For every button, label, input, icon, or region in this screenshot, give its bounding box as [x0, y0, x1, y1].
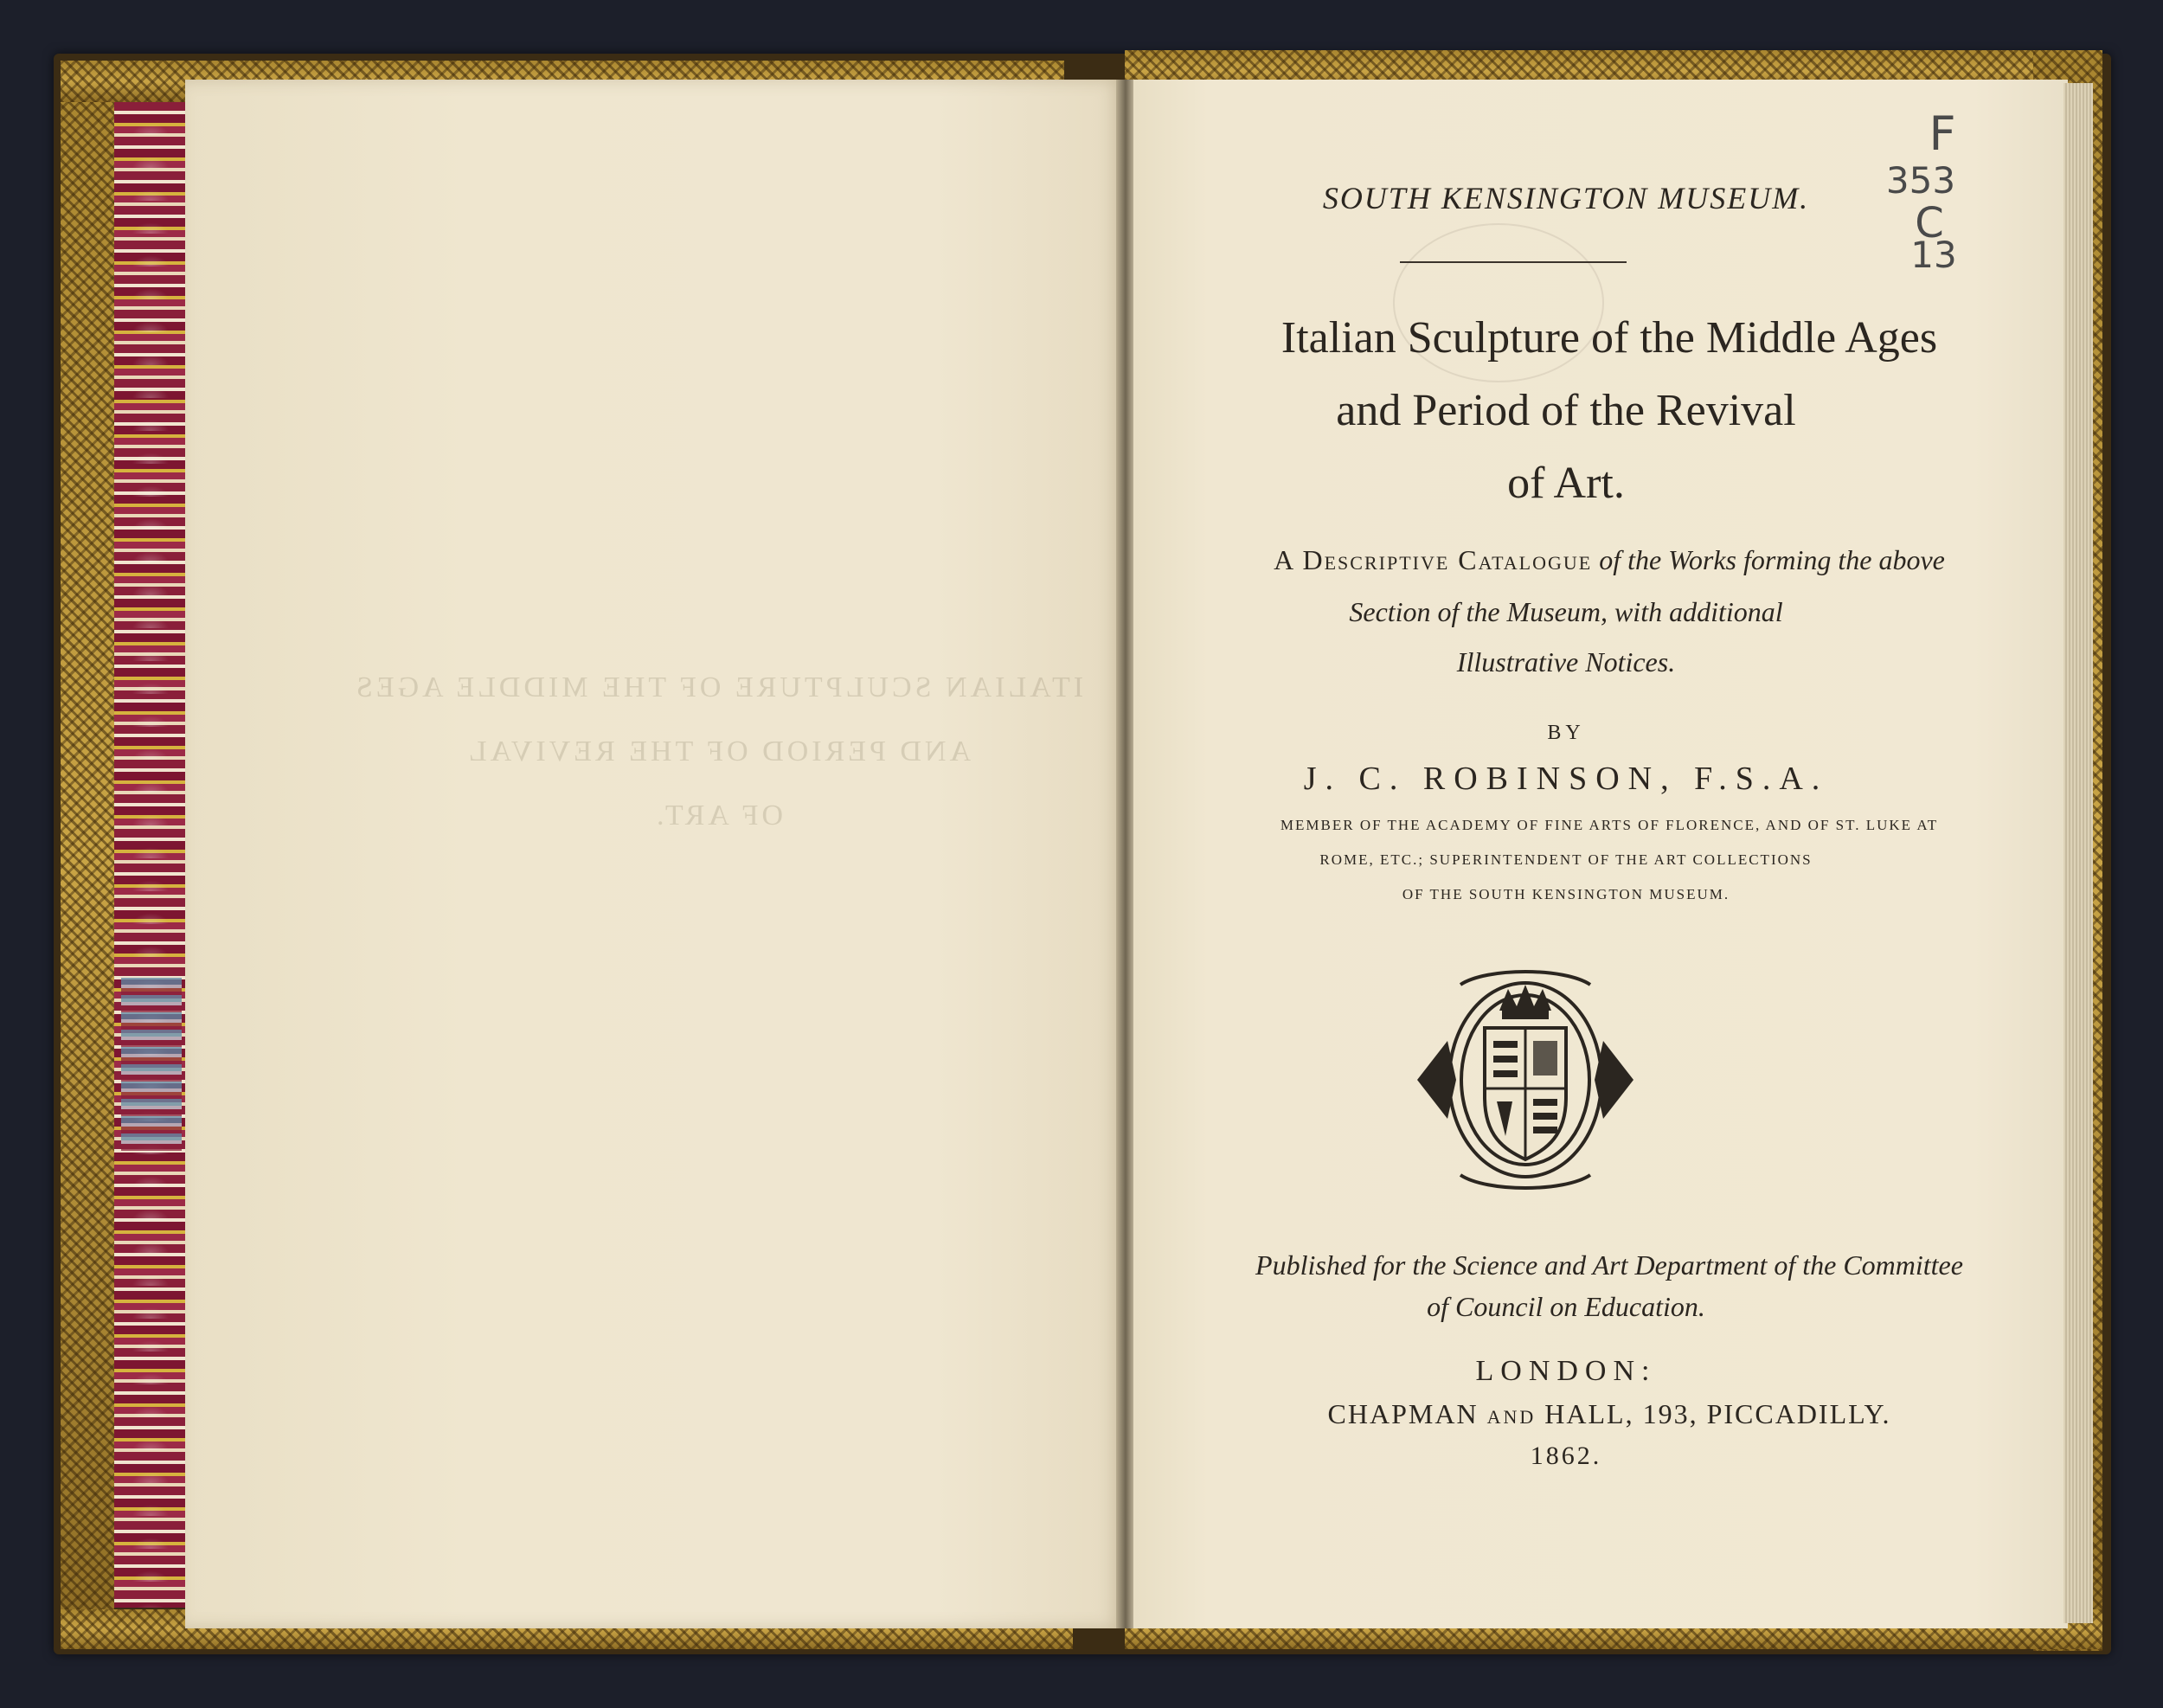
- pencil-shelfmark: [1852, 106, 1990, 276]
- show-through-text: ITALIAN SCULPTURE OF THE MIDDLE AGES AND PERIOD OF THE REVIVAL OF ART.: [352, 671, 1084, 832]
- author-credentials-3: OF THE SOUTH KENSINGTON MUSEUM.: [1402, 886, 1730, 902]
- by-label: BY: [1547, 722, 1585, 744]
- title-rule: [1400, 261, 1627, 263]
- shelfmark-3: C: [1915, 199, 1944, 247]
- author-name: J. C. ROBINSON, F.S.A.: [1303, 761, 1829, 797]
- subtitle-smallcaps: A Descriptive Catalogue: [1274, 544, 1593, 575]
- shelfmark-2: 353: [1885, 159, 1956, 202]
- gilt-border-left: [61, 61, 114, 1648]
- imprint-city: LONDON:: [1475, 1355, 1657, 1387]
- publisher-name-a: CHAPMAN: [1327, 1398, 1479, 1429]
- title-line-3: of Art.: [1507, 459, 1625, 508]
- subtitle-italic: of the Works forming the above: [1599, 544, 1945, 575]
- subtitle-line-2: Section of the Museum, with additional: [1349, 596, 1783, 627]
- shelfmark-4: 13: [1910, 234, 1957, 276]
- shelfmark-1: F: [1929, 106, 1956, 161]
- marbled-endpaper: [114, 102, 189, 1608]
- marbled-endpaper-blue-band: [121, 978, 182, 1151]
- title-line-2: and Period of the Revival: [1336, 386, 1796, 435]
- book-gutter: [1116, 80, 1135, 1628]
- title-line-1: Italian Sculpture of the Middle Ages: [1280, 313, 1938, 363]
- publisher-name-b: HALL, 193, PICCADILLY.: [1544, 1398, 1891, 1429]
- author-credentials-1: MEMBER OF THE ACADEMY OF FINE ARTS OF FLORENCE, AND OF ST. LUKE AT: [1280, 817, 1939, 833]
- museum-heading: SOUTH KENSINGTON MUSEUM.: [1322, 181, 1810, 215]
- published-line-1: Published for the Science and Art Department of the Committee: [1255, 1249, 1963, 1281]
- author-credentials-2: ROME, ETC.; SUPERINTENDENT OF THE ART COLLECTIONS: [1319, 851, 1813, 868]
- subtitle-line-3: Illustrative Notices.: [1456, 646, 1676, 677]
- published-line-2: of Council on Education.: [1427, 1291, 1705, 1322]
- left-blank-page: [185, 80, 1121, 1628]
- imprint-publisher: [1133, 1398, 2085, 1430]
- subtitle-line-1: [1133, 535, 2085, 585]
- royal-crest-icon: [1409, 959, 1642, 1192]
- publisher-and: AND: [1486, 1406, 1537, 1428]
- imprint-year: 1862.: [1530, 1442, 1602, 1470]
